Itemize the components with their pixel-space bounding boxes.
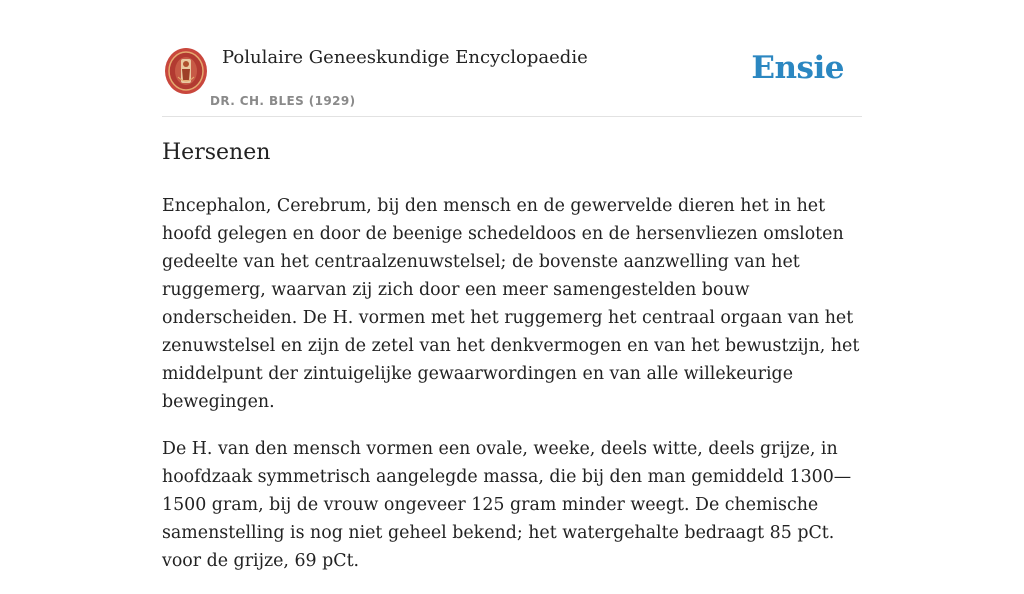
book-title[interactable]: Polulaire Geneeskundige Encyclopaedie xyxy=(222,47,588,68)
brand-logo-link[interactable]: Ensie xyxy=(751,50,844,86)
article-body xyxy=(162,192,868,594)
book-cover-logo-icon[interactable] xyxy=(164,47,208,95)
header xyxy=(162,44,862,117)
book-author: DR. CH. BLES (1929) xyxy=(210,94,356,108)
article-paragraph-1: Encephalon, Cerebrum, bij den mensch en de gewervelde dieren het in het hoofd gelegen en door de beenige schedeldoos en de hersenvliezen omsloten gedeelte van het centraalzenuwstelsel; de bovenste aanzwelling van het ruggemerg, waarvan zij zich door een meer samengestelden bouw onderscheiden. De H. vormen met het ruggemerg het centraal orgaan van het zenuwstelsel en zijn de zetel van het denkvermogen en van het bewustzijn, het middelpunt der zintuigelijke gewaarwordingen en van alle willekeurige bewegingen. xyxy=(162,196,860,412)
article-title: Hersenen xyxy=(162,140,271,165)
article-paragraph-2: De H. van den mensch vormen een ovale, weeke, deels witte, deels grijze, in hoofdzaak symmetrisch aangelegde massa, die bij den man gemiddeld 1300—1500 gram, bij de vrouw ongeveer 125 gram minder weegt. De chemische samenstelling is nog niet geheel bekend; het watergehalte bedraagt 85 pCt. voor de grijze, 69 pCt. xyxy=(162,439,852,571)
